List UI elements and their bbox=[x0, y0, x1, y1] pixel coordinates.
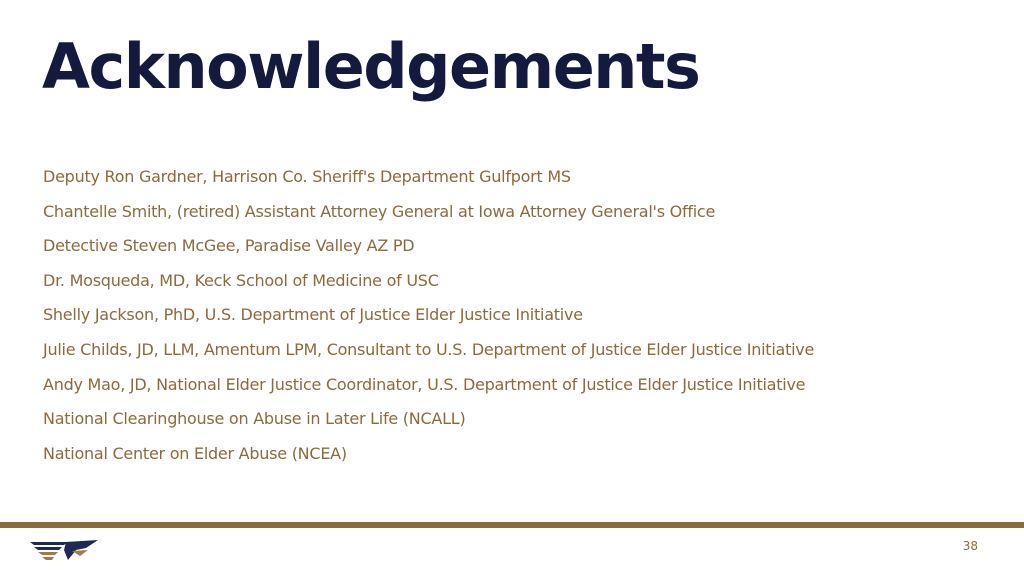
acknowledgement-item: Andy Mao, JD, National Elder Justice Coordinator, U.S. Department of Justice Elder Justice Initiative bbox=[43, 374, 806, 394]
acknowledgement-item: Detective Steven McGee, Paradise Valley AZ PD bbox=[43, 236, 415, 256]
acknowledgement-item: Julie Childs, JD, LLM, Amentum LPM, Consultant to U.S. Department of Justice Elder Justice Initiative bbox=[43, 339, 815, 359]
slide-title: Acknowledgements bbox=[42, 30, 700, 103]
acknowledgement-item: National Center on Elder Abuse (NCEA) bbox=[43, 443, 347, 463]
eagle-logo-icon bbox=[28, 538, 100, 562]
page-number: 38 bbox=[962, 539, 978, 553]
acknowledgement-item: Shelly Jackson, PhD, U.S. Department of Justice Elder Justice Initiative bbox=[43, 305, 583, 325]
acknowledgement-item: National Clearinghouse on Abuse in Later Life (NCALL) bbox=[43, 409, 466, 429]
footer-divider bbox=[0, 522, 1024, 528]
acknowledgement-item: Chantelle Smith, (retired) Assistant Attorney General at Iowa Attorney General's Office bbox=[43, 201, 716, 221]
acknowledgements-list bbox=[43, 160, 814, 471]
acknowledgement-item: Dr. Mosqueda, MD, Keck School of Medicine of USC bbox=[43, 270, 439, 290]
acknowledgement-item: Deputy Ron Gardner, Harrison Co. Sheriff's Department Gulfport MS bbox=[43, 167, 571, 186]
